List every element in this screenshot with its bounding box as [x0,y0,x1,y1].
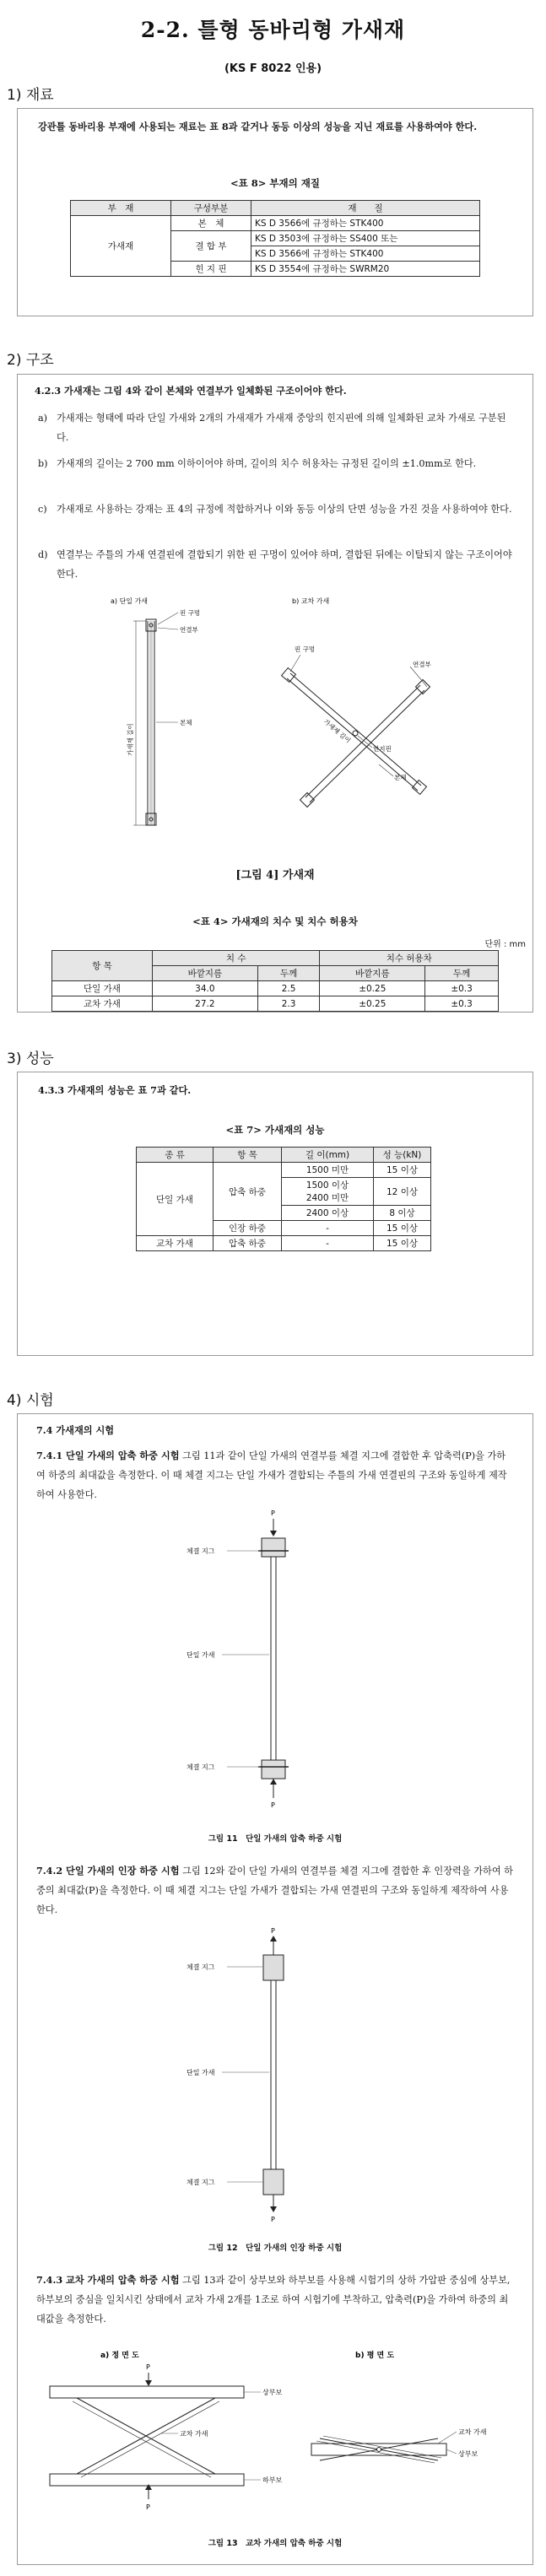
fig13-front-label: a) 정 면 도 [100,2352,139,2360]
fig11-jig-bottom-label: 체결 지그 [187,1763,215,1771]
table4-cell: 34.0 [153,981,258,996]
test-741-paragraph [36,1446,514,1504]
table8-header-member: 부 재 [71,201,171,216]
list-item-mark: c) [38,504,47,515]
table8-header-row [71,201,480,216]
table7-caption: <표 7> 가새재의 성능 [225,1124,325,1136]
materials-box [17,108,533,316]
table4-row-name: 단일 가새 [52,981,153,996]
table-row [52,981,499,996]
table4-cell: 27.2 [153,996,258,1012]
table8-material: KS D 3554에 규정하는 SWRM20 [251,262,480,277]
table8 [70,200,480,277]
fig4-hinge-label: 힌지핀 [373,745,392,753]
figure12-caption: 그림 12 단일 가새의 인장 하중 시험 [208,2244,343,2253]
table7-perf: 15 이상 [374,1221,431,1236]
fig13-cross-label: 교차 가새 [180,2430,208,2438]
test-741-text: 그림 11과 같이 단일 가새의 연결부를 체결 지그에 결합한 후 압축력(P)을 가하여 하중의 최대값을 측정한다. 이 때 체결 지그는 단일 가새가 결합되는 주틀의 가새 연결핀의 구조와 동일하게 제작하여 사용한다. [36,1450,507,1500]
table7-header-row [137,1148,431,1163]
figure11-compression-test [161,1507,381,1819]
table8-material: KS D 3566에 규정하는 STK400 [251,216,480,231]
table4-header-item: 항 목 [52,951,153,981]
page-subtitle: (KS F 8022 인용) [224,62,322,75]
table7-item: 압축 하중 [214,1236,282,1251]
table8-part: 힌 지 핀 [171,262,251,277]
fig13-lower-label: 하부보 [262,2476,283,2484]
fig11-p-top: P [271,1509,275,1517]
table7-type: 교차 가새 [137,1236,214,1251]
table7-length-line: 1500 이상 [305,1180,349,1191]
page-title: 2-2. 틀형 동바리형 가새재 [140,18,406,42]
table4-row-name: 교차 가새 [52,996,153,1012]
table-row [137,1163,431,1178]
fig11-jig-top-label: 체결 지그 [187,1547,215,1555]
table7-length: 1500 미만 [282,1163,374,1178]
fig13-p-top: P [146,2363,150,2371]
table8-part: 본 체 [171,216,251,231]
structure-intro: 4.2.3 가새재는 그림 4와 같이 본체와 연결부가 일체화된 구조이어야 한다. [35,385,347,397]
performance-intro: 4.3.3 가새재의 성능은 표 7과 같다. [38,1084,192,1096]
fig12-brace-label: 단일 가새 [187,2069,215,2076]
test-subheading: 7.4 가새재의 시험 [36,1424,115,1436]
table8-header-part: 구성부분 [171,201,251,216]
table7 [136,1147,431,1251]
structure-box [17,374,533,1013]
fig4-cross-pin-hole-label: 핀 구멍 [295,645,316,653]
table4-subheader: 두께 [425,966,499,981]
fig4-cross-body-label: 본체 [394,774,407,781]
table4-cell: ±0.3 [425,981,499,996]
figure12-tension-test [161,1925,381,2228]
table4-header-dim: 치 수 [153,951,320,966]
table4-header-tol: 치수 허용차 [320,951,499,966]
table4-caption: <표 4> 가새재의 치수 및 치수 허용차 [192,915,358,927]
table7-type: 단일 가새 [137,1163,214,1236]
fig11-brace-label: 단일 가새 [187,1651,215,1659]
list-item: 연결부는 주틀의 가새 연결핀에 결합되기 위한 핀 구멍이 있어야 하며, 결합된 뒤에는 이탈되지 않는 구조이어야 한다. [57,549,512,580]
table8-material: KS D 3566에 규정하는 STK400 [251,246,480,262]
materials-paragraph: 강관틀 동바리용 부재에 사용되는 재료는 표 8과 같거나 동등 이상의 성능을 지닌 재료를 사용하여야 한다. [38,121,478,132]
table7-perf: 15 이상 [374,1163,431,1178]
table8-part: 결 합 부 [171,231,251,262]
fig4-pin-hole-label: 핀 구멍 [180,609,201,617]
table7-item: 인장 하중 [214,1221,282,1236]
fig4-length-label: 가새재 길이 [127,723,134,756]
test-741-heading: 7.4.1 단일 가새의 압축 하중 시험 [36,1450,180,1461]
table-row [52,996,499,1012]
list-item-mark: a) [38,413,48,424]
table7-header: 항 목 [214,1148,282,1163]
fig13-plan-upper-label: 상부보 [458,2450,478,2458]
section-heading-test: 4) 시험 [7,1392,54,1409]
figure13-cross-compression-test [35,2349,516,2518]
table8-group: 가새재 [71,216,171,277]
table4-cell: ±0.3 [425,996,499,1012]
table7-header: 길 이(mm) [282,1148,374,1163]
fig4-body-label: 본체 [180,719,192,726]
section-heading-structure: 2) 구조 [7,352,54,369]
table7-header: 성 능(kN) [374,1148,431,1163]
performance-box [17,1072,533,1356]
figure4-caption: [그림 4] 가새재 [235,869,315,882]
figure11-caption: 그림 11 단일 가새의 압축 하중 시험 [208,1834,343,1844]
table4-subheader: 두께 [257,966,320,981]
fig13-plan-label: b) 평 면 도 [355,2352,395,2360]
fig13-plan-cross-label: 교차 가새 [458,2428,487,2436]
test-743-heading: 7.4.3 교차 가새의 압축 하중 시험 [36,2274,180,2286]
table7-length: 2400 이상 [282,1206,374,1221]
test-742-paragraph [36,1861,514,1920]
fig12-jig-bottom-label: 체결 지그 [187,2179,215,2186]
table7-perf: 8 이상 [374,1206,431,1221]
figure4-braces [111,596,440,840]
fig12-p-top: P [271,1927,275,1935]
list-item: 가새재는 형태에 따라 단일 가새와 2개의 가새재가 가새재 중앙의 힌지핀에 의해 일체화된 교차 가새로 구분된다. [57,413,506,443]
fig4-joint-label: 연결부 [180,626,198,634]
table4 [51,950,499,1012]
table7-perf: 15 이상 [374,1236,431,1251]
table7-length [282,1178,374,1206]
fig12-jig-top-label: 체결 지그 [187,1963,215,1971]
fig12-p-bottom: P [271,2216,275,2223]
test-743-text: 그림 13과 같이 상부보와 하부보를 사용해 시험기의 상하 가압판 중심에 상부보, 하부보의 중심을 일치시킨 상태에서 교차 가새 2개를 1조로 하여 시험기에 부착하고, 압축력(P)을 가하여 하중의 최대값을 측정한다. [36,2275,511,2325]
table4-subheader: 바깥지름 [153,966,258,981]
list-item-mark: b) [38,458,48,469]
table8-caption: <표 8> 부재의 재질 [230,177,320,189]
list-item: 가새재의 길이는 2 700 mm 이하이어야 하며, 길이의 치수 허용차는 규정된 길이의 ±1.0mm로 한다. [57,458,477,469]
cross-brace-drawing [282,655,430,807]
list-item: 가새재로 사용하는 강재는 표 4의 규정에 적합하거나 이와 동등 이상의 단면 성능을 가진 것을 사용하여야 한다. [57,504,512,515]
table7-length-line: 2400 미만 [305,1193,349,1203]
section-heading-materials: 1) 재료 [7,87,54,104]
table-row [71,216,480,231]
table7-length: - [282,1221,374,1236]
table4-cell: 2.5 [257,981,320,996]
table7-perf: 12 이상 [374,1178,431,1206]
table4-unit: 단위 : mm [484,940,526,949]
table4-cell: 2.3 [257,996,320,1012]
table-row [137,1236,431,1251]
table4-cell: ±0.25 [320,996,425,1012]
list-item-mark: d) [38,549,48,560]
fig13-p-bottom: P [146,2503,150,2511]
test-box [17,1413,533,2565]
test-742-text: 그림 12와 같이 단일 가새의 연결부를 체결 지그에 결합한 후 인장력을 가하여 하중의 최대값(P)을 측정한다. 이 때 체결 지그는 단일 가새가 결합되는 가새 연결핀의 구조와 동일하게 제작하여 사용한다. [36,1866,513,1915]
table7-length: - [282,1236,374,1251]
table4-header-row [52,951,499,966]
figure13-caption: 그림 13 교차 가새의 압축 하중 시험 [208,2539,343,2548]
test-742-heading: 7.4.2 단일 가새의 인장 하중 시험 [36,1865,180,1877]
table8-material: KS D 3503에 규정하는 SS400 또는 [251,231,480,246]
table7-header: 종 류 [137,1148,214,1163]
test-743-paragraph [36,2271,514,2329]
fig4-label-b: b) 교차 가새 [292,597,330,605]
fig4-cross-joint-label: 연결부 [413,661,431,668]
table4-subheader: 바깥지름 [320,966,425,981]
fig4-cross-length-label: 가새재 길이 [322,717,353,745]
table7-item: 압축 하중 [214,1163,282,1221]
section-heading-performance: 3) 성능 [7,1050,54,1067]
fig4-label-a: a) 단일 가새 [111,597,149,605]
table4-cell: ±0.25 [320,981,425,996]
single-brace-drawing [133,613,178,825]
fig13-upper-label: 상부보 [262,2389,283,2396]
fig11-p-bottom: P [271,1801,275,1809]
table8-header-material: 재 질 [251,201,480,216]
